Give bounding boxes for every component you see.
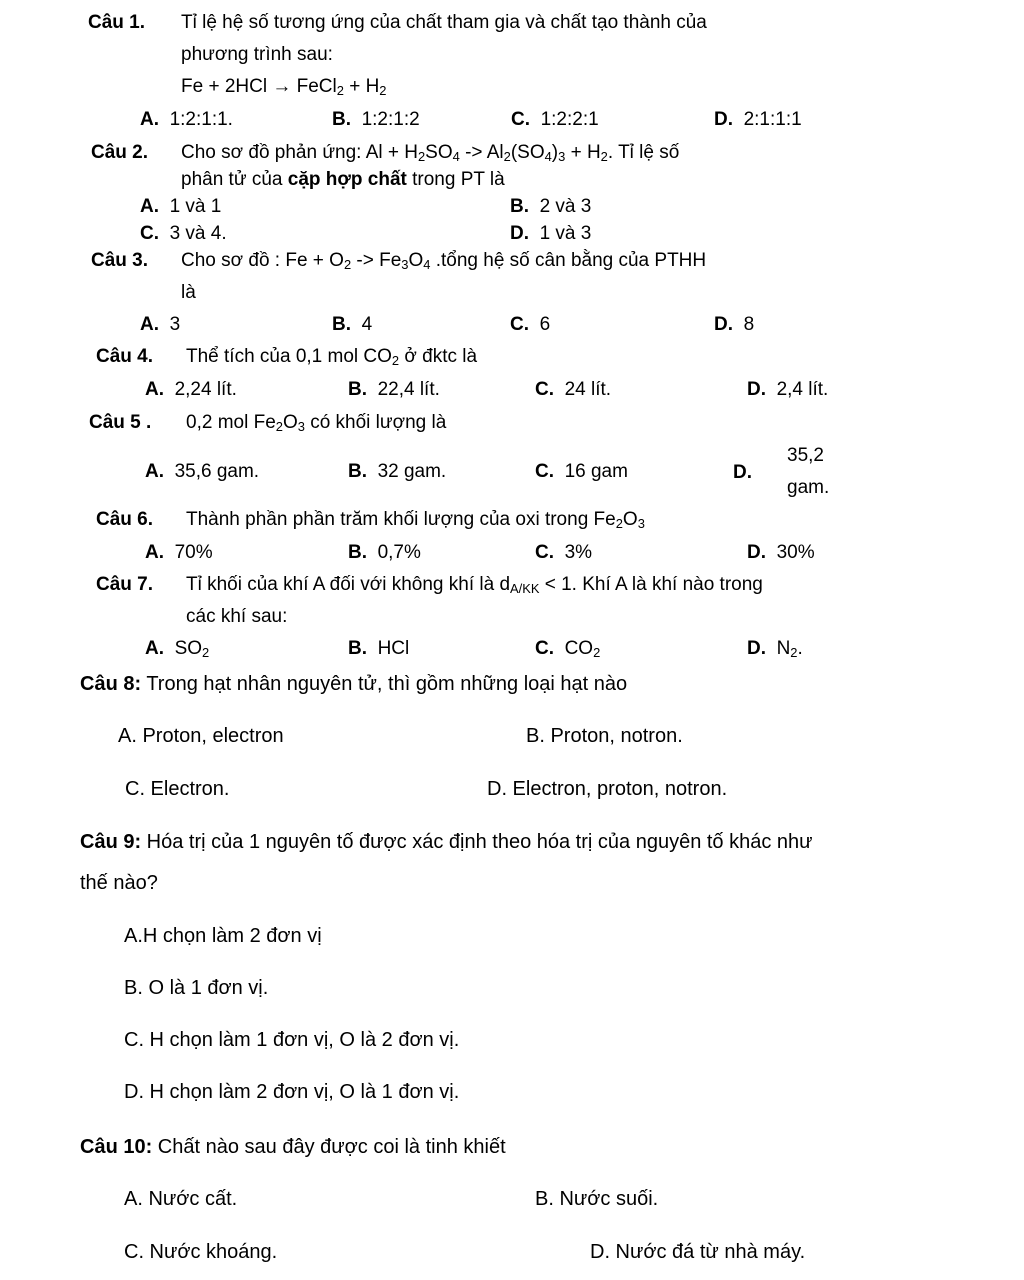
q5-option-d-value-cont[interactable]: gam.	[787, 477, 830, 498]
q6-option-d[interactable]: D. 30%	[747, 542, 815, 563]
q1-option-a[interactable]: A. 1:2:1:1.	[140, 109, 233, 130]
q9-option-b[interactable]: B. O là 1 đơn vị.	[124, 977, 269, 999]
q4-option-a[interactable]: A. 2,24 lít.	[145, 379, 237, 400]
q6-option-c[interactable]: C. 3%	[535, 542, 593, 563]
q6-option-a[interactable]: A. 70%	[145, 542, 213, 563]
q2-text: Cho sơ đồ phản ứng: $Al + H_2SO_4 -> Al_2(SO_4)_3 + H_2$. Tỉ lệ số	[181, 142, 680, 164]
q3-text-cont: là	[181, 282, 196, 303]
q4-option-c[interactable]: C. 24 lít.	[535, 379, 612, 400]
q9-option-c[interactable]: C. H chọn làm 1 đơn vị, O là 2 đơn vị.	[124, 1029, 460, 1051]
q3-label: Câu 3.	[91, 250, 149, 271]
q5-option-b[interactable]: B. 32 gam.	[348, 461, 447, 482]
q4-option-d[interactable]: D. 2,4 lít.	[747, 379, 829, 400]
q2-text-cont: phân tử của cặp hợp chất trong PT là	[181, 169, 505, 190]
q2-option-d[interactable]: D. 1 và 3	[510, 223, 592, 244]
q1-option-b[interactable]: B. 1:2:1:2	[332, 109, 420, 130]
q10-question: Câu 10: Chất nào sau đây được coi là tinh khiết	[80, 1136, 506, 1158]
q8-option-b[interactable]: B. Proton, notron.	[526, 725, 683, 747]
q2-option-a[interactable]: A. 1 và 1	[140, 196, 222, 217]
q5-option-d-value[interactable]: 35,2	[787, 445, 824, 466]
q9-option-a[interactable]: A.H chọn làm 2 đơn vị	[124, 925, 322, 947]
q8-question: Câu 8: Trong hạt nhân nguyên tử, thì gồm những loại hạt nào	[80, 673, 628, 695]
q1-text-cont: phương trình sau:	[181, 44, 333, 65]
q7-text: Tỉ khối của khí A đối với không khí là $d_{A/KK} < 1$. Khí A là khí nào trong	[186, 574, 763, 596]
q1-text: Tỉ lệ hệ số tương ứng của chất tham gia và chất tạo thành của	[181, 12, 707, 33]
q10-option-d[interactable]: D. Nước đá từ nhà máy.	[590, 1241, 806, 1263]
q2-label: Câu 2.	[91, 142, 149, 163]
q8-option-d[interactable]: D. Electron, proton, notron.	[487, 778, 728, 800]
q4-option-b[interactable]: B. 22,4 lít.	[348, 379, 440, 400]
q8-option-a[interactable]: A. Proton, electron	[118, 725, 284, 747]
q9-option-d[interactable]: D. H chọn làm 2 đơn vị, O là 1 đơn vị.	[124, 1081, 460, 1103]
q7-option-a[interactable]: A. $SO_2$	[145, 638, 210, 660]
q6-text: Thành phần phần trăm khối lượng của oxi trong $Fe_2O_3$	[186, 509, 645, 531]
q4-text: Thể tích của 0,1 mol $CO_2$ ở đktc là	[186, 346, 478, 368]
q7-text-cont: các khí sau:	[186, 606, 288, 627]
q2-option-b[interactable]: B. 2 và 3	[510, 196, 592, 217]
q7-option-c[interactable]: C. $CO_2$	[535, 638, 601, 660]
q7-option-d[interactable]: D. $N_2$.	[747, 638, 803, 660]
q3-option-b[interactable]: B. 4	[332, 314, 373, 335]
q5-option-c[interactable]: C. 16 gam	[535, 461, 628, 482]
q4-label: Câu 4.	[96, 346, 154, 367]
q6-option-b[interactable]: B. 0,7%	[348, 542, 421, 563]
q1-option-d[interactable]: D. 2:1:1:1	[714, 109, 802, 130]
q5-text: 0,2 mol $Fe_2O_3$ có khối lượng là	[186, 412, 447, 434]
q9-question-cont: thế nào?	[80, 872, 158, 894]
q2-option-c[interactable]: C. 3 và 4.	[140, 223, 227, 244]
q1-label: Câu 1.	[88, 12, 146, 33]
q10-option-a[interactable]: A. Nước cất.	[124, 1188, 238, 1210]
q7-option-b[interactable]: B. HCl	[348, 638, 410, 659]
q8-option-c[interactable]: C. Electron.	[125, 778, 230, 800]
q6-label: Câu 6.	[96, 509, 154, 530]
q5-option-a[interactable]: A. 35,6 gam.	[145, 461, 260, 482]
q3-option-a[interactable]: A. 3	[140, 314, 181, 335]
q1-equation: Fe + 2HCl → FeCl$_2$ + $H_2$	[181, 76, 387, 98]
q1-option-c[interactable]: C. 1:2:2:1	[511, 109, 599, 130]
q3-option-c[interactable]: C. 6	[510, 314, 551, 335]
q7-label: Câu 7.	[96, 574, 154, 595]
q10-option-c[interactable]: C. Nước khoáng.	[124, 1241, 278, 1263]
q10-option-b[interactable]: B. Nước suối.	[535, 1188, 659, 1210]
q3-option-d[interactable]: D. 8	[714, 314, 755, 335]
q9-question: Câu 9: Hóa trị của 1 nguyên tố được xác định theo hóa trị của nguyên tố khác như	[80, 831, 813, 853]
q3-text: Cho sơ đồ : $Fe + O_2 -> Fe_3O_4$ .tổng hệ số cân bằng của PTHH	[181, 250, 707, 272]
q5-label: Câu 5 .	[89, 412, 152, 433]
q5-option-d-key[interactable]: D.	[733, 462, 752, 483]
